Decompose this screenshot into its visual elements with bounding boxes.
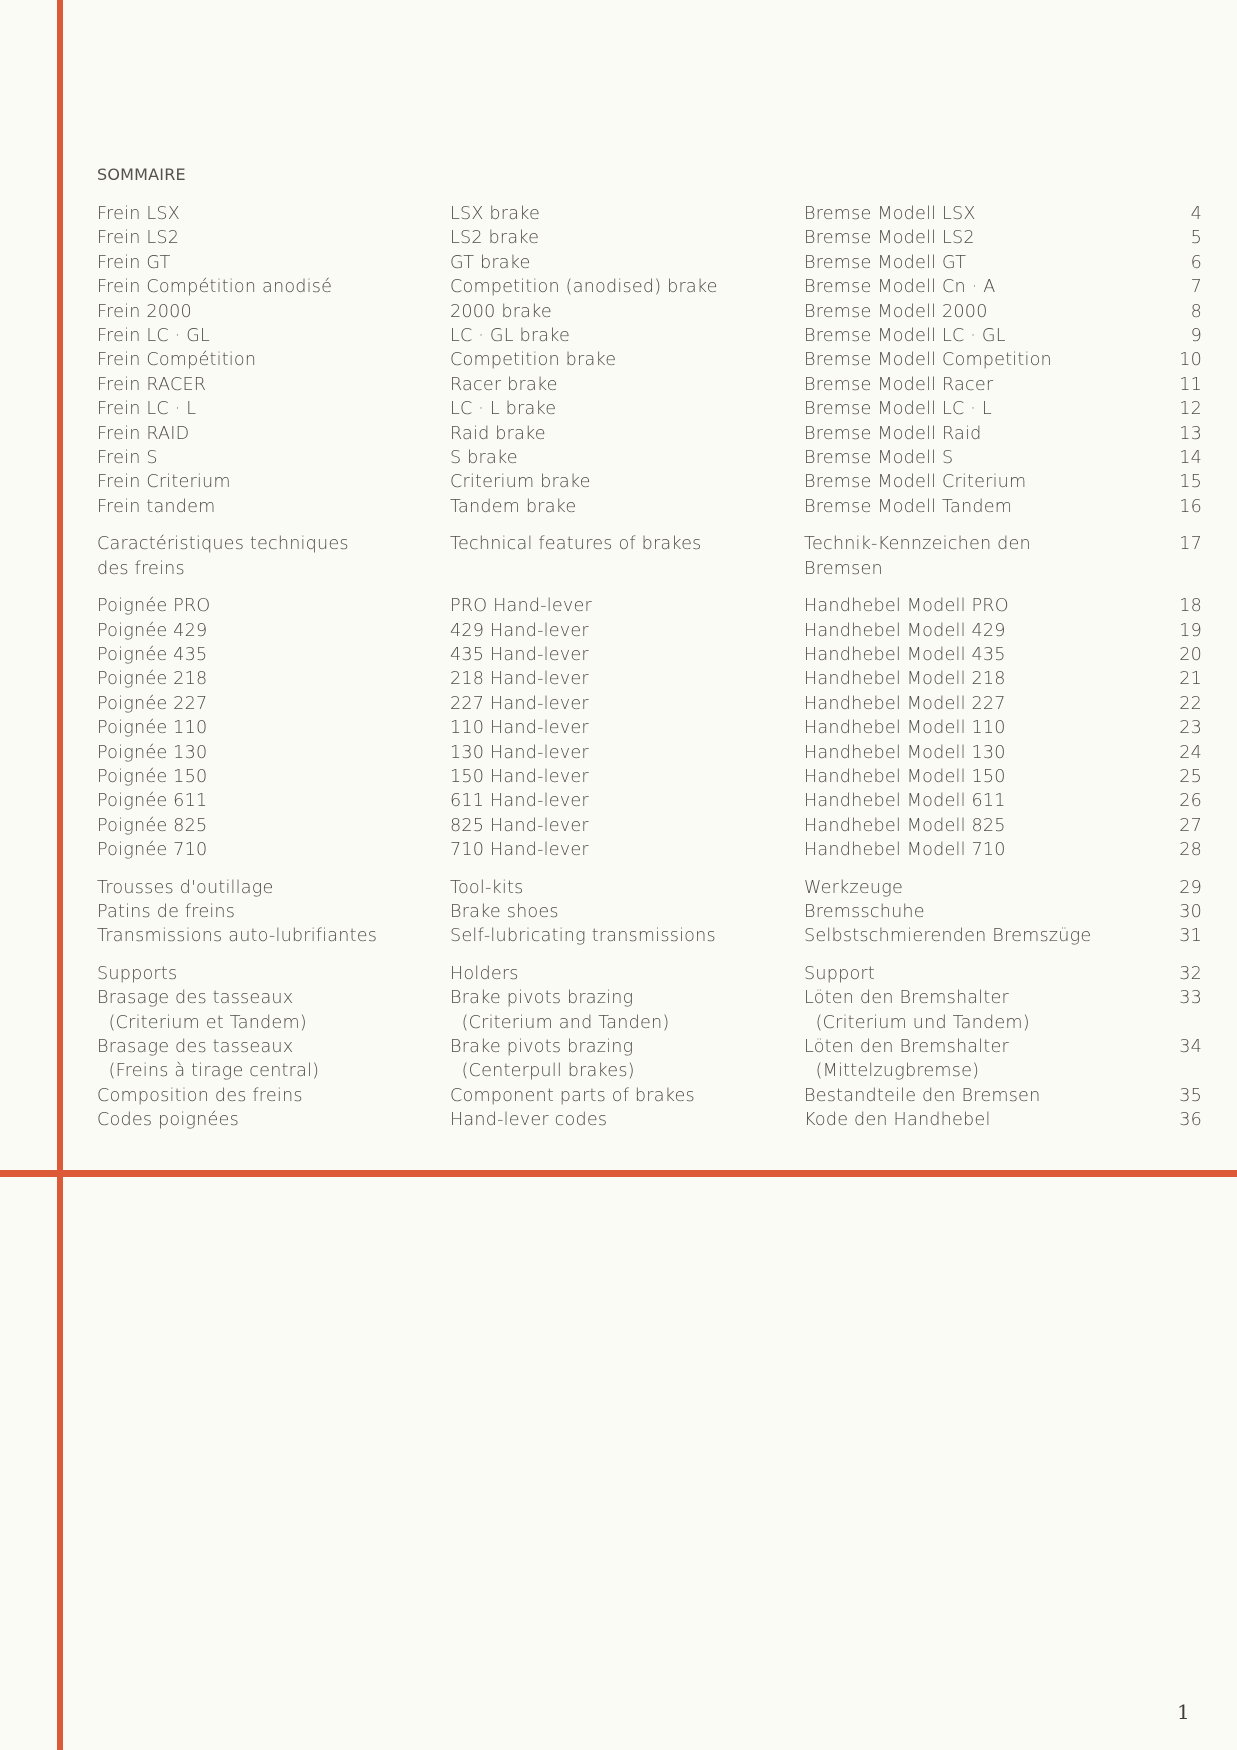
entry-german: (Criterium und Tandem)	[804, 1012, 1030, 1033]
entry-german: Bremse Modell S	[804, 448, 954, 469]
entry-english: PRO Hand-lever	[450, 596, 592, 617]
entry-english: 435 Hand-lever	[450, 644, 589, 665]
entry-german: Bremse Modell Raid	[804, 423, 982, 444]
entry-english: Racer brake	[450, 374, 558, 395]
entry-page: 20	[1179, 644, 1202, 665]
entry-german: Handhebel Modell 710	[804, 840, 1006, 861]
toc-row	[97, 251, 1202, 275]
toc-row	[97, 1108, 1202, 1132]
toc-row	[97, 470, 1202, 494]
entry-english: 710 Hand-lever	[450, 840, 589, 861]
entry-english: (Criterium and Tanden)	[450, 1012, 670, 1033]
entry-english: 150 Hand-lever	[450, 766, 589, 787]
toc-group	[97, 876, 1202, 949]
entry-german: Bremse Modell LS2	[804, 228, 975, 249]
entry-german: Handhebel Modell 227	[804, 693, 1006, 714]
toc-row	[97, 348, 1202, 372]
entry-page: 4	[1190, 204, 1202, 224]
entry-english: Brake pivots brazing	[450, 988, 634, 1009]
entry-english: Criterium brake	[450, 472, 591, 493]
entry-french: Frein RACER	[97, 374, 207, 395]
toc-row	[97, 1084, 1202, 1108]
entry-english: LS2 brake	[450, 228, 540, 249]
entry-english: Competition brake	[450, 350, 617, 371]
entry-english: 611 Hand-lever	[450, 791, 589, 812]
entry-french: Frein LSX	[97, 204, 180, 224]
entry-french: Frein Criterium	[97, 472, 231, 493]
entry-page: 10	[1179, 350, 1202, 371]
entry-page: 36	[1179, 1110, 1202, 1131]
entry-english: Self-lubricating transmissions	[450, 926, 716, 947]
entry-page: 18	[1179, 596, 1202, 617]
toc-group	[97, 532, 1202, 581]
horizontal-rule	[0, 1170, 1237, 1177]
toc-row	[97, 446, 1202, 470]
entry-french: Poignée 611	[97, 791, 208, 812]
entry-french: Brasage des tasseaux	[97, 988, 294, 1009]
entry-german: Handhebel Modell 218	[804, 669, 1006, 690]
entry-french: Patins de freins	[97, 901, 236, 922]
entry-english: 227 Hand-lever	[450, 693, 589, 714]
entry-page: 19	[1179, 620, 1202, 641]
entry-english: 130 Hand-lever	[450, 742, 589, 763]
entry-german: Bremse Modell 2000	[804, 301, 988, 322]
entry-english: S brake	[450, 448, 518, 469]
entry-french: Poignée 130	[97, 742, 208, 763]
entry-german: Bremse Modell GT	[804, 252, 967, 273]
entry-page: 22	[1179, 693, 1202, 714]
entry-german: Werkzeuge	[804, 877, 904, 898]
entry-page: 32	[1179, 963, 1202, 984]
entry-english: 825 Hand-lever	[450, 815, 589, 836]
entry-french: Frein tandem	[97, 496, 216, 517]
entry-french: (Freins à tirage central)	[97, 1061, 320, 1082]
toc-row	[97, 324, 1202, 348]
entry-page: 13	[1179, 423, 1202, 444]
entry-page: 31	[1179, 926, 1202, 947]
entry-french: Brasage des tasseaux	[97, 1037, 294, 1057]
entry-page: 33	[1179, 988, 1202, 1009]
vertical-rule	[57, 0, 63, 1750]
entry-english: 218 Hand-lever	[450, 669, 589, 690]
entry-french: Supports	[97, 963, 178, 984]
entry-german: Selbstschmierenden Bremszüge	[804, 926, 1092, 947]
entry-english: 2000 brake	[450, 301, 552, 322]
toc-row	[97, 900, 1202, 924]
entry-page: 7	[1190, 277, 1202, 298]
entry-page: 24	[1179, 742, 1202, 763]
entry-french: Frein Compétition	[97, 350, 257, 371]
entry-german: Bremse Modell Criterium	[804, 472, 1027, 493]
page-title: SOMMAIRE	[97, 165, 186, 184]
toc-row	[97, 962, 1202, 986]
entry-french: Frein LC · GL	[97, 326, 211, 347]
entry-english: Holders	[450, 963, 519, 984]
toc-row	[97, 789, 1202, 813]
toc-row	[97, 986, 1202, 1010]
entry-english: Tool-kits	[450, 877, 524, 898]
entry-german: (Mittelzugbremse)	[804, 1061, 980, 1082]
toc-row	[97, 924, 1202, 948]
entry-english: LC · GL brake	[450, 326, 571, 347]
entry-french: Frein LS2	[97, 228, 180, 249]
entry-french: Poignée 150	[97, 766, 208, 787]
toc-row	[97, 876, 1202, 900]
entry-french: Poignée 227	[97, 693, 208, 714]
toc-row	[97, 557, 1202, 581]
entry-page: 35	[1179, 1085, 1202, 1106]
toc-row	[97, 1035, 1202, 1059]
toc-row	[97, 275, 1202, 299]
entry-english: Raid brake	[450, 423, 546, 444]
toc-row	[97, 765, 1202, 789]
entry-german: Support	[804, 963, 875, 984]
entry-english: LC · L brake	[450, 399, 557, 420]
page-number: 1	[1177, 1700, 1190, 1724]
entry-german: Handhebel Modell 429	[804, 620, 1006, 641]
entry-english: Competition (anodised) brake	[450, 277, 718, 298]
entry-french: Frein LC · L	[97, 399, 197, 420]
toc-row	[97, 643, 1202, 667]
entry-german: Löten den Bremshalter	[804, 1037, 1009, 1057]
entry-german: Handhebel Modell 825	[804, 815, 1006, 836]
entry-french: Poignée 435	[97, 644, 208, 665]
entry-german: Handhebel Modell PRO	[804, 596, 1009, 617]
entry-page: 14	[1179, 448, 1202, 469]
toc-group	[97, 594, 1202, 862]
entry-french: (Criterium et Tandem)	[97, 1012, 307, 1033]
entry-german: Bremsschuhe	[804, 901, 925, 922]
entry-french: Codes poignées	[97, 1110, 239, 1131]
entry-page: 11	[1179, 374, 1202, 395]
entry-page: 23	[1179, 718, 1202, 739]
entry-french: Frein S	[97, 448, 158, 469]
entry-english: Tandem brake	[450, 496, 577, 517]
entry-french: Poignée 429	[97, 620, 208, 641]
entry-german: Bremse Modell LSX	[804, 204, 976, 224]
entry-german: Handhebel Modell 130	[804, 742, 1006, 763]
entry-english: Technical features of brakes	[450, 534, 702, 555]
toc-row	[97, 741, 1202, 765]
entry-page: 5	[1190, 228, 1202, 249]
toc-row	[97, 1011, 1202, 1035]
entry-page: 28	[1179, 840, 1202, 861]
entry-page: 26	[1179, 791, 1202, 812]
entry-english: GT brake	[450, 252, 531, 273]
toc-group	[97, 202, 1202, 519]
entry-german: Löten den Bremshalter	[804, 988, 1009, 1009]
entry-english: LSX brake	[450, 204, 540, 224]
entry-page: 12	[1179, 399, 1202, 420]
entry-french: Poignée 110	[97, 718, 208, 739]
entry-english: Hand-lever codes	[450, 1110, 608, 1131]
entry-french: Frein RAID	[97, 423, 190, 444]
entry-french: Frein 2000	[97, 301, 192, 322]
toc-row	[97, 814, 1202, 838]
entry-page: 27	[1179, 815, 1202, 836]
entry-french: Transmissions auto-lubrifiantes	[97, 926, 378, 947]
entry-page: 30	[1179, 901, 1202, 922]
entry-english: Brake shoes	[450, 901, 559, 922]
toc-row	[97, 532, 1202, 556]
toc-row	[97, 667, 1202, 691]
entry-page: 15	[1179, 472, 1202, 493]
entry-page: 17	[1179, 534, 1202, 555]
toc-group	[97, 962, 1202, 1133]
entry-french: Poignée 710	[97, 840, 208, 861]
toc-row	[97, 373, 1202, 397]
toc-row	[97, 838, 1202, 862]
toc-row	[97, 619, 1202, 643]
entry-page: 34	[1179, 1037, 1202, 1057]
toc-row	[97, 397, 1202, 421]
entry-french: Frein GT	[97, 252, 171, 273]
entry-german: Technik-Kennzeichen den	[804, 534, 1031, 555]
entry-french: Composition des freins	[97, 1085, 303, 1106]
toc-row	[97, 422, 1202, 446]
entry-german: Handhebel Modell 435	[804, 644, 1006, 665]
entry-page: 8	[1190, 301, 1202, 322]
entry-german: Bremse Modell Tandem	[804, 496, 1013, 517]
entry-german: Handhebel Modell 611	[804, 791, 1006, 812]
entry-page: 21	[1179, 669, 1202, 690]
entry-page: 25	[1179, 766, 1202, 787]
entry-page: 6	[1190, 252, 1202, 273]
entry-german: Bremse Modell Racer	[804, 374, 994, 395]
entry-english: Component parts of brakes	[450, 1085, 695, 1106]
entry-german: Bestandteile den Bremsen	[804, 1085, 1041, 1106]
table-of-contents	[97, 202, 1202, 1146]
entry-english: (Centerpull brakes)	[450, 1061, 635, 1082]
entry-german: Bremse Modell Competition	[804, 350, 1052, 371]
toc-row	[97, 692, 1202, 716]
entry-french: des freins	[97, 558, 185, 579]
entry-french: Caractéristiques techniques	[97, 534, 349, 555]
entry-page: 16	[1179, 496, 1202, 517]
toc-row	[97, 495, 1202, 519]
entry-french: Poignée 218	[97, 669, 208, 690]
entry-french: Poignée 825	[97, 815, 208, 836]
toc-row	[97, 226, 1202, 250]
entry-english: 429 Hand-lever	[450, 620, 589, 641]
entry-english: Brake pivots brazing	[450, 1037, 634, 1057]
entry-french: Frein Compétition anodisé	[97, 277, 333, 298]
entry-english: 110 Hand-lever	[450, 718, 589, 739]
entry-german: Kode den Handhebel	[804, 1110, 991, 1131]
toc-row	[97, 1059, 1202, 1083]
entry-page: 29	[1179, 877, 1202, 898]
toc-row	[97, 202, 1202, 226]
entry-german: Bremse Modell LC · GL	[804, 326, 1006, 347]
toc-row	[97, 300, 1202, 324]
entry-german: Bremsen	[804, 558, 883, 579]
entry-german: Bremse Modell LC · L	[804, 399, 992, 420]
toc-row	[97, 594, 1202, 618]
toc-row	[97, 716, 1202, 740]
entry-german: Bremse Modell Cn · A	[804, 277, 996, 298]
entry-page: 9	[1190, 326, 1202, 347]
entry-german: Handhebel Modell 110	[804, 718, 1006, 739]
entry-french: Poignée PRO	[97, 596, 211, 617]
entry-french: Trousses d'outillage	[97, 877, 274, 898]
entry-german: Handhebel Modell 150	[804, 766, 1006, 787]
